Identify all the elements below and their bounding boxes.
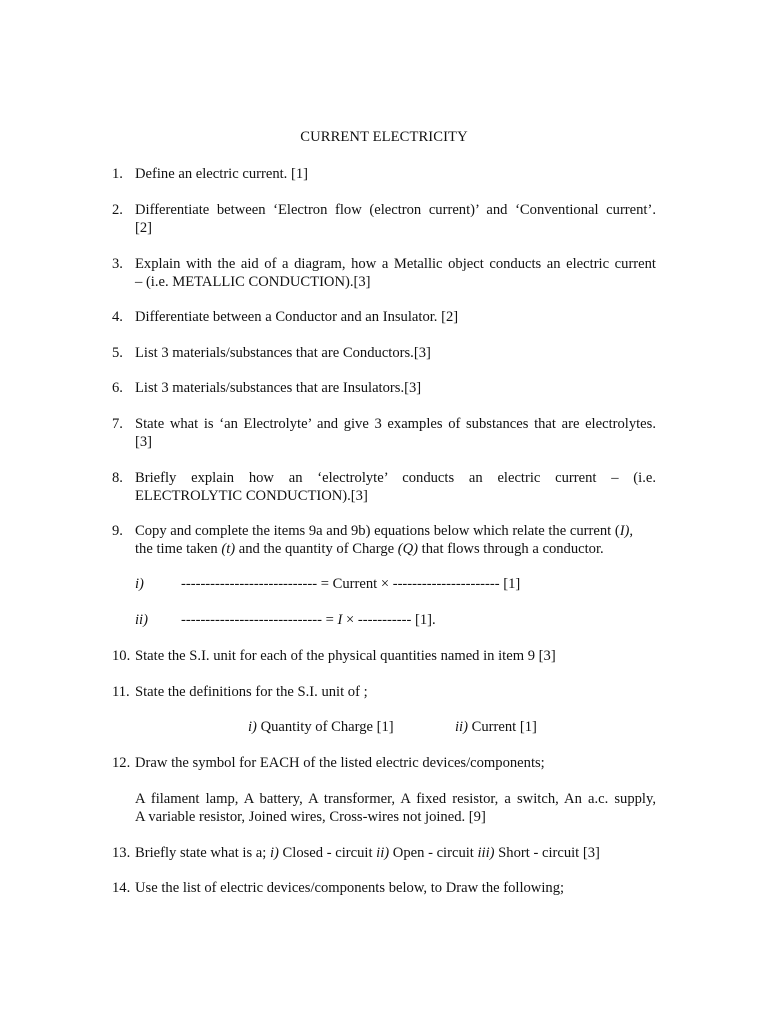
q9-text-part: that flows through a conductor.	[418, 541, 604, 557]
question-text: State what is ‘an Electrolyte’ and give 3 examples of substances that are electrolytes.	[135, 416, 656, 432]
question-number: 6.	[112, 380, 123, 396]
question-text-cont: [3]	[135, 434, 153, 450]
equation-symbol-i: I	[337, 612, 343, 628]
q13-label: i)	[269, 845, 279, 861]
equation-part: × ----------- [1].	[342, 612, 436, 628]
question-text: Differentiate between a Conductor and an Insulator. [2]	[135, 309, 459, 325]
question-number: 5.	[112, 345, 123, 361]
question-text: Briefly explain how an ‘electrolyte’ conducts an electric current – (i.e.	[135, 470, 656, 486]
question-10	[112, 647, 656, 665]
question-number: 14.	[112, 880, 131, 896]
question-9	[112, 522, 656, 558]
question-5	[112, 344, 656, 362]
question-number: 8.	[112, 470, 123, 486]
sub-item-text: Current [1]	[467, 719, 537, 735]
question-number: 1.	[112, 166, 123, 182]
question-text: Use the list of electric devices/components below, to Draw the following;	[135, 880, 565, 896]
q9-symbol-i: I),	[619, 523, 634, 539]
question-text: List 3 materials/substances that are Conductors.[3]	[135, 345, 431, 361]
question-text: State the definitions for the S.I. unit of ;	[135, 684, 368, 700]
question-text: State the S.I. unit for each of the physical quantities named in item 9 [3]	[135, 648, 556, 664]
question-2	[112, 201, 656, 237]
question-number: 10.	[112, 648, 131, 664]
question-number: 12.	[112, 755, 131, 771]
question-7	[112, 415, 656, 451]
question-number: 7.	[112, 416, 123, 432]
q13-label: ii)	[376, 845, 390, 861]
equation-part: ----------------------------- =	[181, 612, 338, 628]
question-3	[112, 255, 656, 291]
equation-text: ---------------------------- = Current × ---------------------- [1]	[181, 576, 521, 592]
sub-item-label: i)	[248, 719, 257, 735]
sub-item-text: Quantity of Charge [1]	[256, 719, 394, 735]
question-text-cont: ELECTROLYTIC CONDUCTION).[3]	[135, 488, 368, 504]
question-number: 4.	[112, 309, 123, 325]
question-text	[135, 844, 656, 862]
question-number: 11.	[112, 684, 130, 700]
question-14	[112, 879, 656, 897]
components-list	[112, 790, 656, 826]
q13-text-part: Open - circuit	[389, 845, 478, 861]
equation-label: ii)	[135, 612, 148, 628]
question-text: List 3 materials/substances that are Insulators.[3]	[135, 380, 422, 396]
q9-text-part: the time taken	[135, 541, 222, 557]
equation-label: i)	[135, 576, 144, 592]
q13-text-part: Briefly state what is a;	[135, 845, 270, 861]
q13-text-part: Short - circuit [3]	[494, 845, 600, 861]
question-6	[112, 379, 656, 397]
q9-text-part: and the quantity of Charge	[235, 541, 398, 557]
sub-item-label: ii)	[455, 719, 468, 735]
question-13	[112, 844, 656, 862]
q9-symbol-q: (Q)	[397, 541, 419, 557]
q9-text-part: Copy and complete the items 9a and 9b) equations below which relate the current (	[135, 523, 620, 539]
q13-text-part: Closed - circuit	[278, 845, 377, 861]
question-number: 2.	[112, 202, 123, 218]
q13-label: iii)	[477, 845, 495, 861]
equation-text	[181, 611, 436, 629]
question-text-cont: – (i.e. METALLIC CONDUCTION).[3]	[135, 274, 371, 290]
question-text: Draw the symbol for EACH of the listed electric devices/components;	[135, 755, 545, 771]
question-text: Differentiate between ‘Electron flow (electron current)’ and ‘Conventional current’.	[135, 202, 656, 218]
components-list-line: A variable resistor, Joined wires, Cross-wires not joined. [9]	[135, 809, 486, 825]
question-8	[112, 469, 656, 505]
question-4	[112, 308, 656, 326]
question-text	[135, 522, 656, 540]
question-number: 9.	[112, 523, 123, 539]
question-11	[112, 683, 656, 701]
q9-symbol-t: (t)	[221, 541, 236, 557]
question-1	[112, 165, 656, 183]
question-text-cont	[135, 540, 656, 558]
question-number: 13.	[112, 845, 131, 861]
page-title: CURRENT ELECTRICITY	[300, 129, 468, 145]
question-text-cont: [2]	[135, 220, 153, 236]
question-12	[112, 754, 656, 772]
question-text: Define an electric current. [1]	[135, 166, 308, 182]
question-text: Explain with the aid of a diagram, how a Metallic object conducts an electric current	[135, 256, 656, 272]
sub-item-current	[455, 718, 537, 736]
sub-item-charge	[248, 718, 394, 736]
components-list-line: A filament lamp, A battery, A transformer, A fixed resistor, a switch, An a.c. supply,	[135, 791, 656, 807]
question-number: 3.	[112, 256, 123, 272]
